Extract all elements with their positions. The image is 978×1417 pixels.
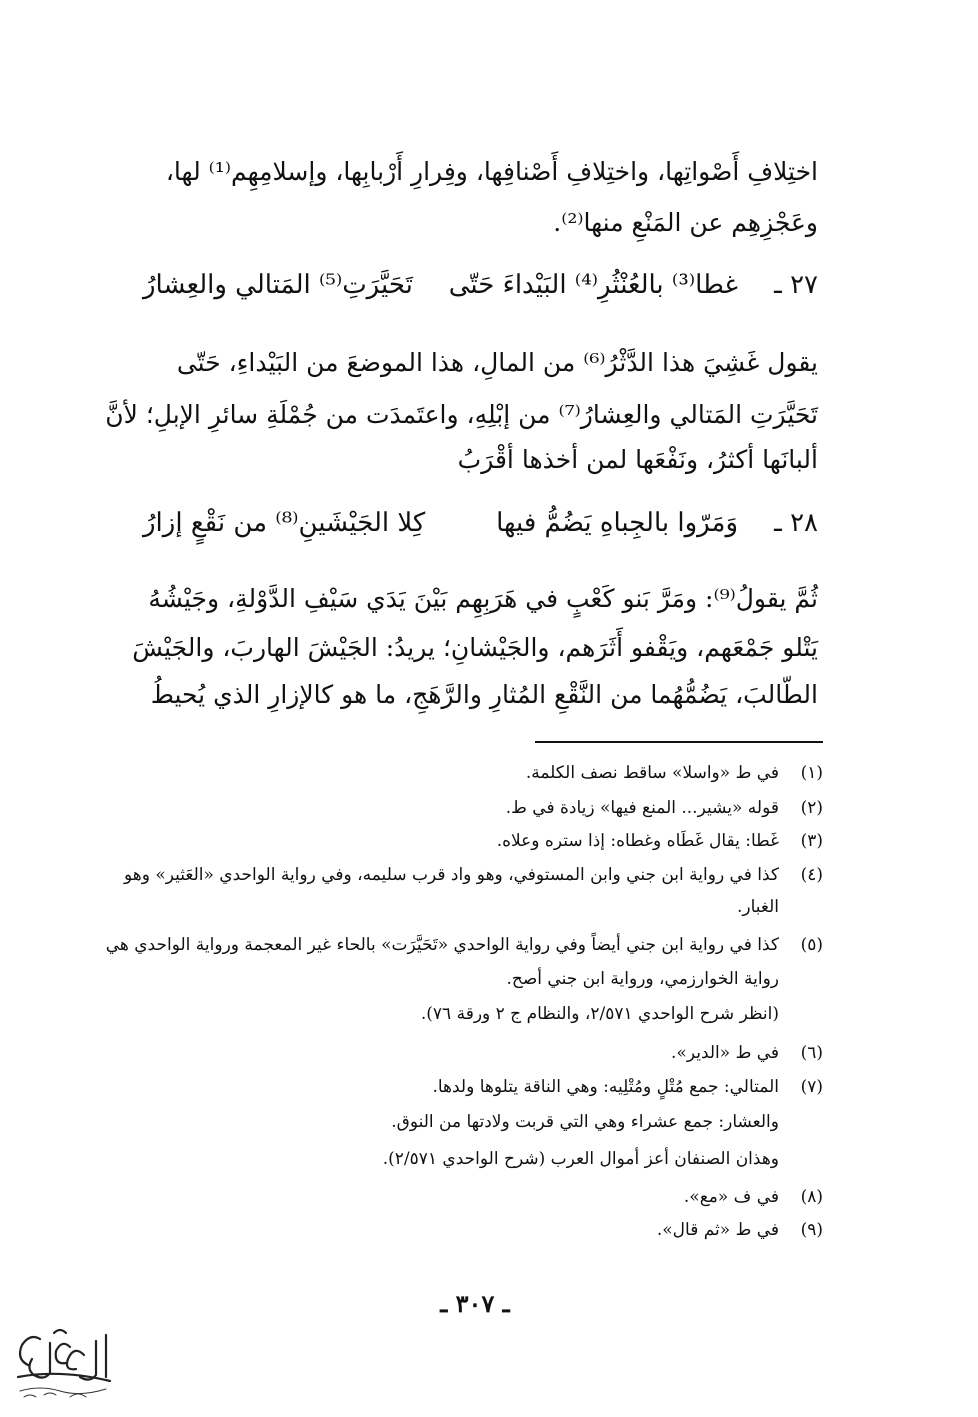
text-line: ألبانَها أكثرُ، ونَفْعَها لمن أخذها أقْرَبُ [457,445,818,474]
text-line: اختِلافِ أَصْواتِها، واختِلافِ أَصْنافِها، وفِرارِ أَرْبابِها، وإسلامِهِم⁽¹⁾ لها، [165,157,818,186]
text-line: يَتْلو جَمْعَهم، ويَقْفو أَثَرَهم، والجَيْشانِ؛ يريدُ: الجَيْشَ الهاربَ، والجَيْشَ [132,633,818,662]
footnote-1 [143,760,823,786]
footnote-6 [143,1040,823,1066]
footnote-5-cont: رواية الخوارزمي، ورواية ابن جني أصح. [506,969,779,989]
verse-hemistich-second: كِلا الجَيْشَينِ⁽⁸⁾ من نَقْعٍ إزارُ [143,508,426,538]
footnote-9 [143,1217,823,1243]
footnote-7 [143,1074,823,1100]
footnote-mark: (٩) [800,1220,823,1240]
text-line: وعَجْزِهِم عن المَنْعِ منها⁽²⁾. [553,208,818,237]
page-number: ـ ٣٠٧ ـ [440,1289,510,1318]
footnote-text: كذا في رواية ابن جني وابن المستوفي، وهو واد قرب سليمه، وفي رواية الواحدي «العَثير» وهو [123,865,779,885]
footnote-mark: (١) [800,763,823,783]
text-line: الطّالبَ، يَضُمُّهُما من النَّقْعِ المُثارِ والرَّهَجِ، ما هو كالإزارِ الذي يُحيطُ [150,680,818,709]
footnote-text: في ف «مع». [683,1187,779,1207]
footnote-text: غَطا: يقال غَطَاه وغطاه: إذا ستره وعلاه. [496,831,779,851]
footnote-text: كذا في رواية ابن جني أيضاً وفي رواية الواحدي «تَحَيَّرَت» بالحاء غير المعجمة ورواية الواحدي هي [105,935,779,955]
footnote-8 [143,1184,823,1210]
footnote-5-cont: (انظر شرح الواحدي ٢/٥٧١، والنظام ج ٢ ورقة ٧٦). [420,1004,779,1024]
footnote-7-cont: والعشار: جمع عشراء وهي التي قربت ولادتها من النوق. [391,1112,779,1132]
footnote-text: المتالي: جمع مُتْلٍ ومُتْلِيه: وهي الناقة يتلوها ولدها. [432,1077,779,1097]
footnote-text: في ط «واسلا» ساقط نصف الكلمة. [525,763,779,783]
footnote-3 [143,828,823,854]
text-line: تَحَيَّرَتِ المَتالي والعِشارُ⁽⁷⁾ من إبْلِهِ، واعتَمدَت من جُمْلَةِ سائرِ الإبلِ؛ لأنَّ [105,400,818,429]
text-line: ثُمَّ يقولُ⁽⁹⁾: ومَرَّ بَنو كَعْبٍ في هَرَبِهِم بَيْنَ يَدَي سَيْفِ الدَّوْلةِ، وجَيْشُهُ [148,584,818,613]
footnote-mark: (٣) [800,831,823,851]
footnote-mark: (٢) [800,798,823,818]
verse-hemistich-second: تَحَيَّرَتِ⁽⁵⁾ المَتالي والعِشارُ [143,270,413,300]
library-stamp-icon [10,1325,115,1405]
footnote-5 [105,932,823,958]
verse-number: ٢٨ ـ [774,508,818,538]
footnote-mark: (٤) [800,865,823,885]
verse-number: ٢٧ ـ [774,270,818,300]
footnote-4-cont: الغبار. [736,897,779,917]
footnote-mark: (٦) [800,1043,823,1063]
text-line: يقول غَشِيَ هذا الدَّثْرُ⁽⁶⁾ من المالِ، هذا الموضعَ من البَيْداءِ، حَتّى [176,348,818,377]
footnote-mark: (٥) [800,935,823,955]
footnote-mark: (٨) [800,1187,823,1207]
footnote-2 [143,795,823,821]
footnote-4 [123,862,823,888]
footnote-separator [535,741,823,743]
footnote-text: في ط «ثم قال». [656,1220,779,1240]
footnote-text: قوله «يشير... المنع فيها» زيادة في ط. [505,798,779,818]
footnote-mark: (٧) [800,1077,823,1097]
footnote-7-cont: وهذان الصنفان أعز أموال العرب (شرح الواحدي ٢/٥٧١). [382,1149,779,1169]
footnote-text: في ط «الدير». [671,1043,779,1063]
verse-hemistich-first: وَمَرّوا بالجِباهِ يَضُمُّ فيها [496,508,738,538]
verse-hemistich-first: غطا⁽³⁾ بالعُنْثُرِ⁽⁴⁾ البَيْداءَ حَتّى [448,270,738,300]
